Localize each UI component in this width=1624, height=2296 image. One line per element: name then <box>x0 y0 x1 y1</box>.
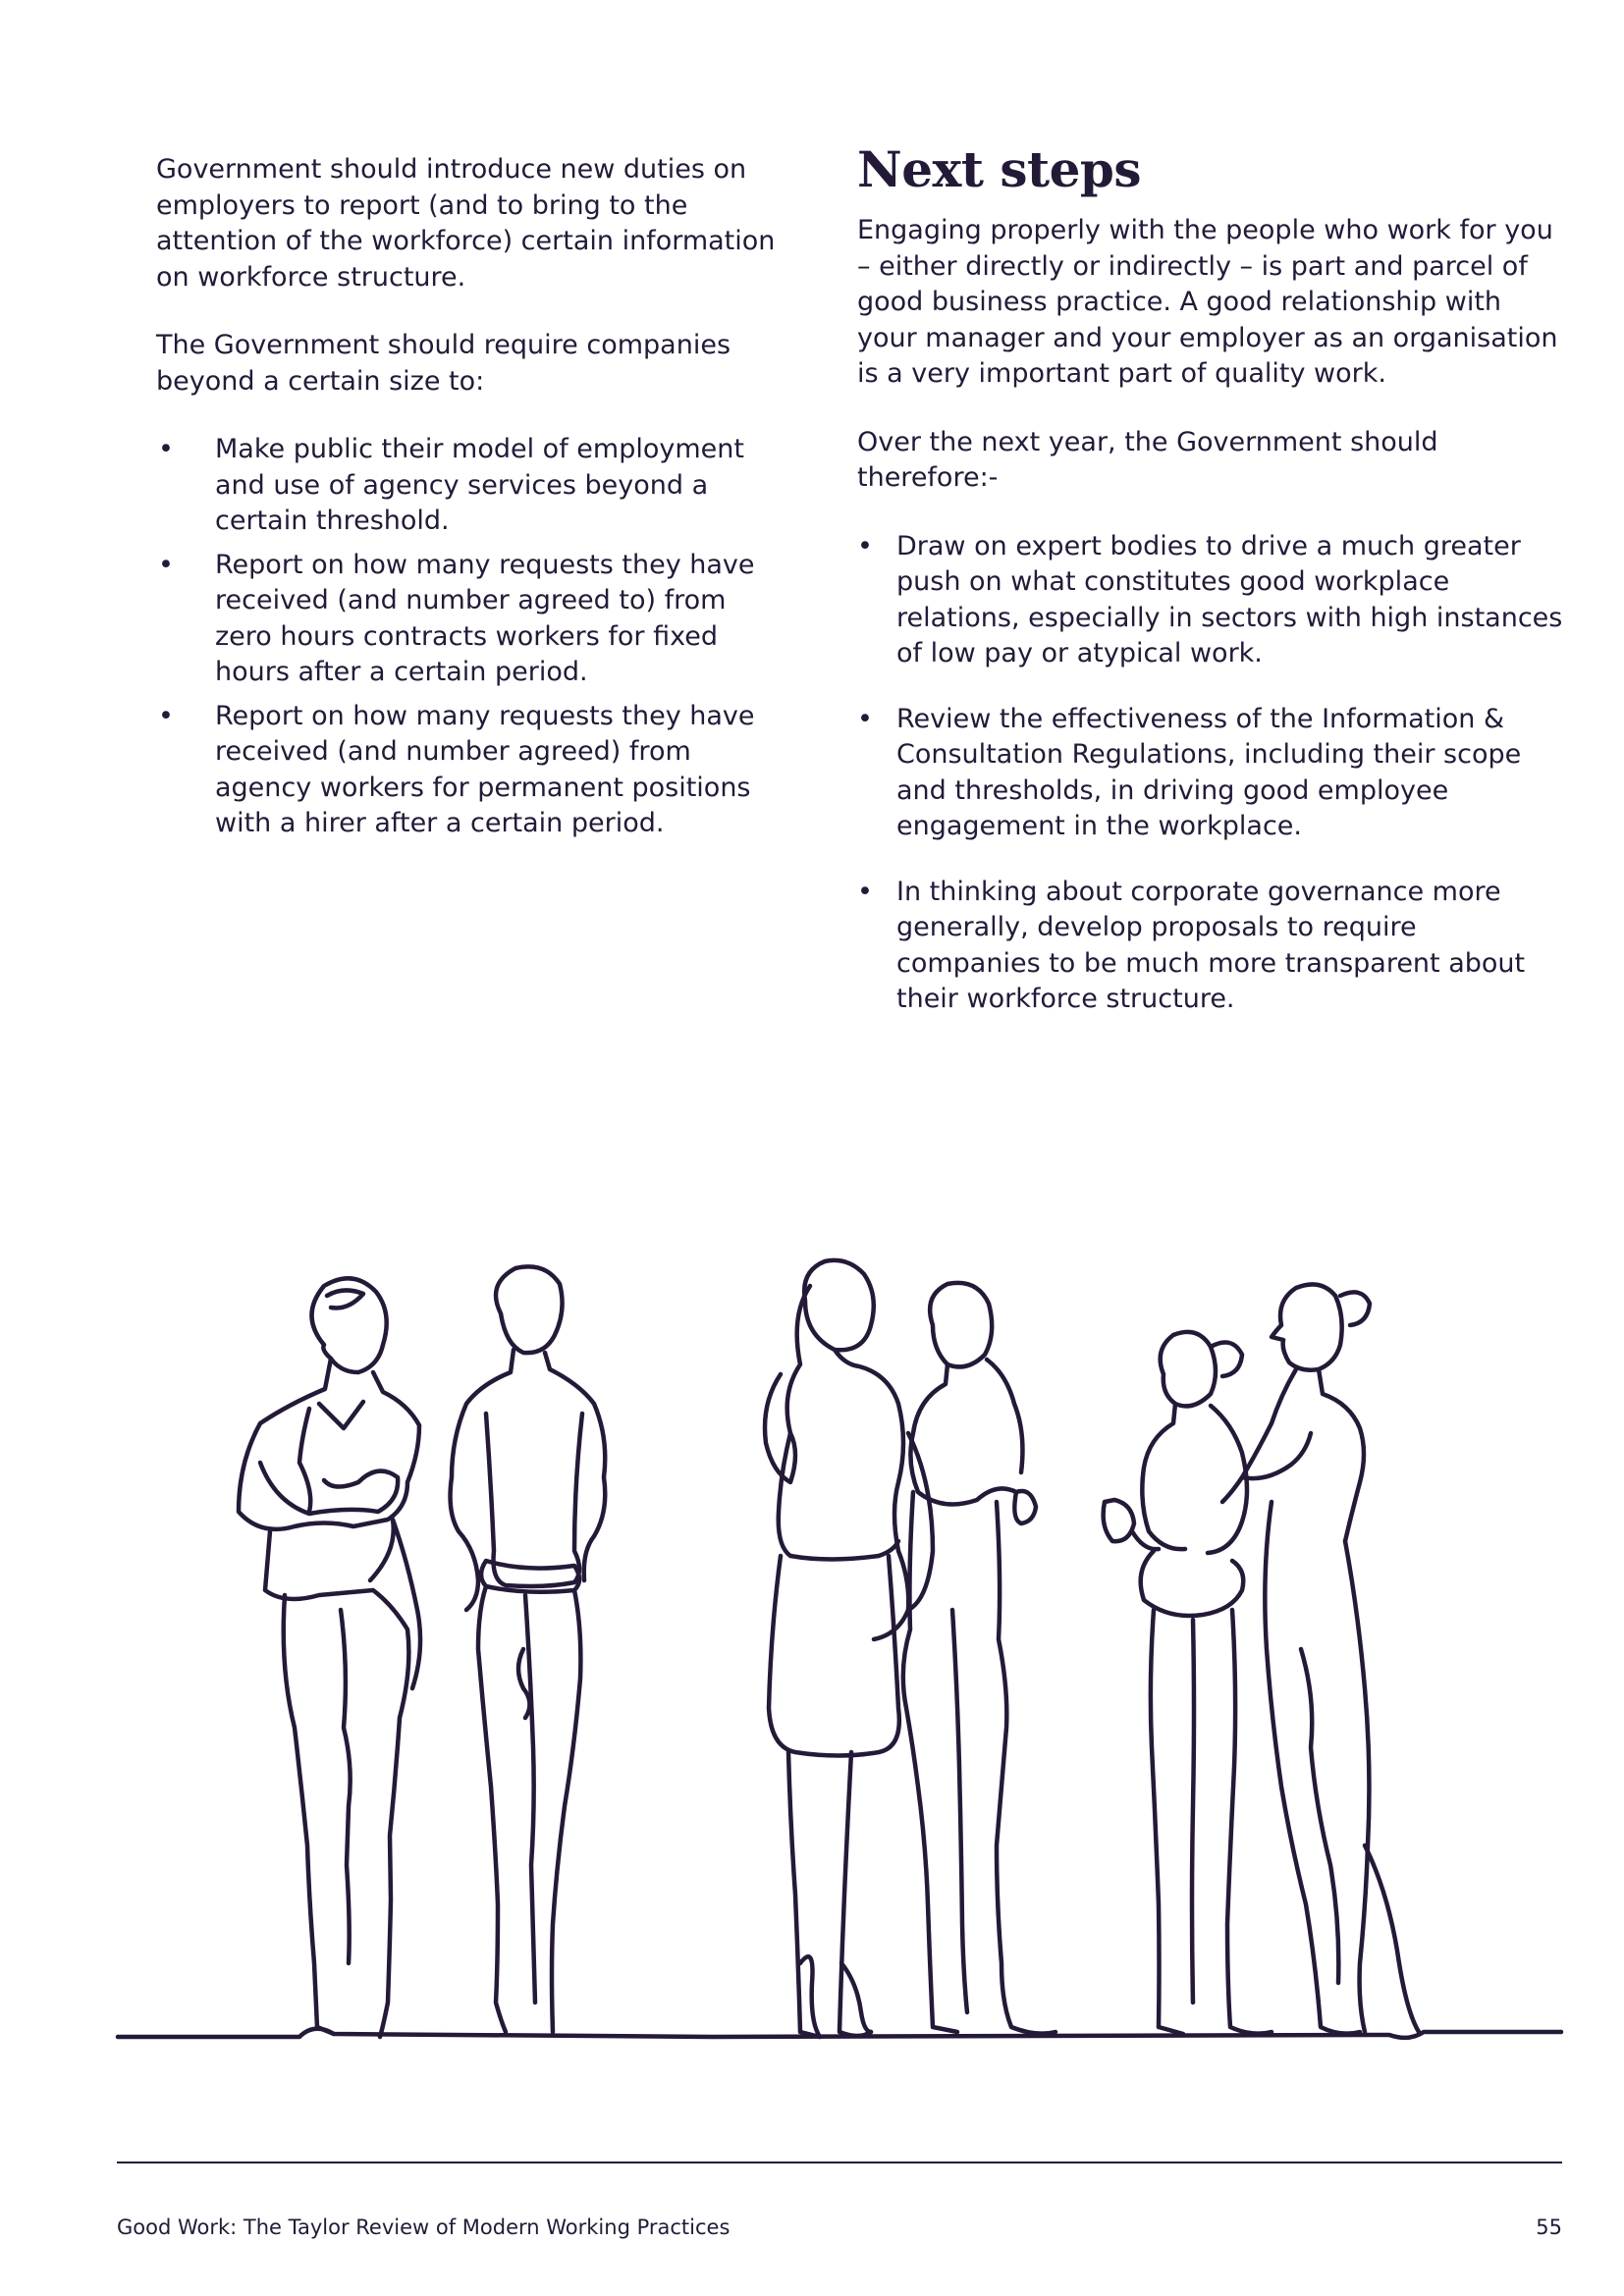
people-line-drawing <box>113 1256 1566 2101</box>
bullet-icon: • <box>158 700 174 731</box>
requirements-list <box>156 432 785 842</box>
bullet-icon: • <box>857 703 873 734</box>
right-column <box>857 140 1564 1047</box>
footer-title: Good Work: The Taylor Review of Modern Working Practices <box>117 2216 731 2239</box>
list-item: • Make public their model of employment and use of agency services beyond a certain threshold. <box>158 434 744 536</box>
figure-man-back <box>451 1266 606 2032</box>
list-item: • In thinking about corporate governance more generally, develop proposals to require companies to be much more transparent about their workforce structure. <box>857 876 1526 1014</box>
left-column <box>156 152 785 850</box>
next-steps-list <box>857 529 1564 1018</box>
page-number: 55 <box>1536 2216 1562 2239</box>
figure-man-left <box>239 1278 420 2037</box>
list-item: • Draw on expert bodies to drive a much greater push on what constitutes good workplace relations, especially in sectors with high instances of low pay or atypical work. <box>857 530 1563 668</box>
lead-paragraph: The Government should require companies beyond a certain size to: <box>156 330 731 397</box>
engagement-paragraph: Engaging properly with the people who work for you – either directly or indirectly – is part and parcel of good business practice. A good relationship with your manager and your employer as an organisation is a very important part of quality work. <box>857 215 1558 389</box>
bullet-icon: • <box>857 530 873 561</box>
bullet-icon: • <box>857 876 873 907</box>
next-year-paragraph: Over the next year, the Government should therefore:- <box>857 426 1438 493</box>
list-item: • Review the effectiveness of the Information & Consultation Regulations, including their scope and thresholds, in driving good employee engagement in the workplace. <box>857 703 1522 841</box>
figure-woman-cup <box>903 1283 1056 2034</box>
section-heading: Next steps <box>857 140 1141 198</box>
list-item: • Report on how many requests they have received (and number agreed to) from zero hours contracts workers for fixed hours after a certain period. <box>158 549 755 687</box>
figure-woman-glass <box>1104 1332 1272 2034</box>
intro-paragraph: Government should introduce new duties on employers to report (and to bring to the attention of the workforce) certain information on workforce structure. <box>156 154 776 293</box>
footer-rule <box>117 2162 1562 2163</box>
figure-woman-bun <box>1222 1284 1419 2033</box>
bullet-icon: • <box>158 549 174 580</box>
list-item: • Report on how many requests they have received (and number agreed) from agency workers for permanent positions with a hirer after a certain period. <box>158 700 755 838</box>
bullet-icon: • <box>158 434 174 464</box>
